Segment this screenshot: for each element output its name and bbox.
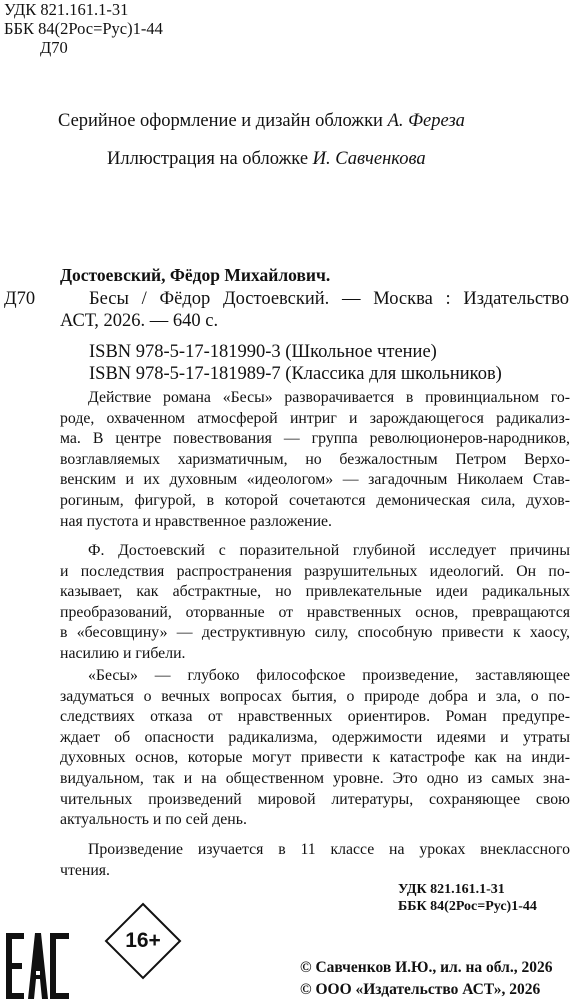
text-line: чительных произведений мировой литературы, сохраняющее свою <box>60 790 570 808</box>
text-line: роде, охваченном атмосферой интриг и зарождающегося радикализ- <box>60 409 570 427</box>
text-line: «Бесы» — глубоко философское произведение, заставляющее <box>88 667 570 684</box>
author-heading: Достоевский, Фёдор Михайлович. <box>60 265 331 285</box>
text-line: Действие романа «Бесы» разворачивается в провинциальном го- <box>88 389 570 406</box>
design-label: Серийное оформление и дизайн обложки <box>58 111 388 131</box>
bbk-code: ББК 84(2Рос=Рус)1-44 <box>4 19 163 38</box>
annotation-paragraph-3 <box>60 666 570 831</box>
text-line: казывает, как абстрактные, но привлекательные идеи радикальных <box>60 583 570 601</box>
index-code: Д70 <box>4 289 36 309</box>
text-line: рогиным, фигурой, в которой сочетаются демоническая сила, духов- <box>60 491 570 509</box>
text-line: чтения. <box>60 861 110 879</box>
text-line: задуматься о вечных вопросах бытия, о природе добра и зла, о по- <box>60 687 570 705</box>
biblio-line: АСТ, 2026. — 640 с. <box>60 311 219 331</box>
bbk-code: ББК 84(2Рос=Рус)1-44 <box>398 899 537 914</box>
cover-design-credit <box>58 110 465 132</box>
age-rating-badge <box>104 902 182 980</box>
age-rating-label: 16+ <box>125 929 161 952</box>
text-line: ма. В центре повествования — группа революционеров-народников, <box>60 430 570 448</box>
text-line: духовных основ, которые могут привести к катастрофе как на инди- <box>60 749 570 767</box>
bibliographic-description <box>60 288 569 332</box>
biblio-line: Бесы / Фёдор Достоевский. — Москва : Издательство <box>89 289 569 309</box>
classification-codes-top <box>4 0 163 57</box>
isbn-line: ISBN 978-5-17-181990-3 (Школьное чтение) <box>89 342 437 362</box>
copyright-line: © ООО «Издательство АСТ», 2026 <box>300 981 541 998</box>
text-line: актуальность и по сей день. <box>60 811 247 829</box>
text-line: следствиях отказа от нравственных ориентиров. Роман предупре- <box>60 708 570 726</box>
text-line: и последствия распространения разрушительных идеологий. Он по- <box>60 562 570 580</box>
copyright-line: © Савченков И.Ю., ил. на обл., 2026 <box>300 959 553 976</box>
author-sign: Д70 <box>40 38 68 57</box>
eac-mark-icon <box>6 933 70 999</box>
text-line: насилию и гибели. <box>60 644 186 662</box>
text-line: ная пустота и нравственное разложение. <box>60 512 332 530</box>
udk-code: УДК 821.161.1-31 <box>398 882 505 897</box>
text-line: Произведение изучается в 11 классе на уроках внеклассного <box>88 841 570 858</box>
text-line: возглавляемых харизматичным, но безжалостным Петром Верхо- <box>60 450 570 468</box>
text-line: ждает об опасности радикализма, одержимости идеями и утраты <box>60 728 570 746</box>
text-line: в «бесовщину» — деструктивную силу, способную привести к хаосу, <box>60 624 570 642</box>
text-line: венским и их духовным «идеологом» — загадочным Николаем Став- <box>60 471 570 489</box>
isbn-line: ISBN 978-5-17-181989-7 (Классика для школьников) <box>89 364 502 384</box>
annotation-paragraph-2 <box>60 541 570 665</box>
annotation-paragraph-4 <box>60 840 570 881</box>
text-line: преобразований, оторванные от нравственных основ, превращаются <box>60 603 570 621</box>
classification-codes-bottom <box>398 881 537 915</box>
udk-code: УДК 821.161.1-31 <box>4 0 129 19</box>
illustration-label: Иллюстрация на обложке <box>107 149 313 169</box>
illustration-credit <box>107 148 426 170</box>
text-line: Ф. Достоевский с поразительной глубиной исследует причины <box>88 542 570 559</box>
eac-logo <box>6 933 70 999</box>
design-name: А. Фереза <box>387 111 465 131</box>
text-line: видуальном, так и на общественном уровне. Это одно из самых зна- <box>60 769 570 787</box>
annotation-paragraph-1 <box>60 388 570 532</box>
illustration-name: И. Савченкова <box>312 149 426 169</box>
